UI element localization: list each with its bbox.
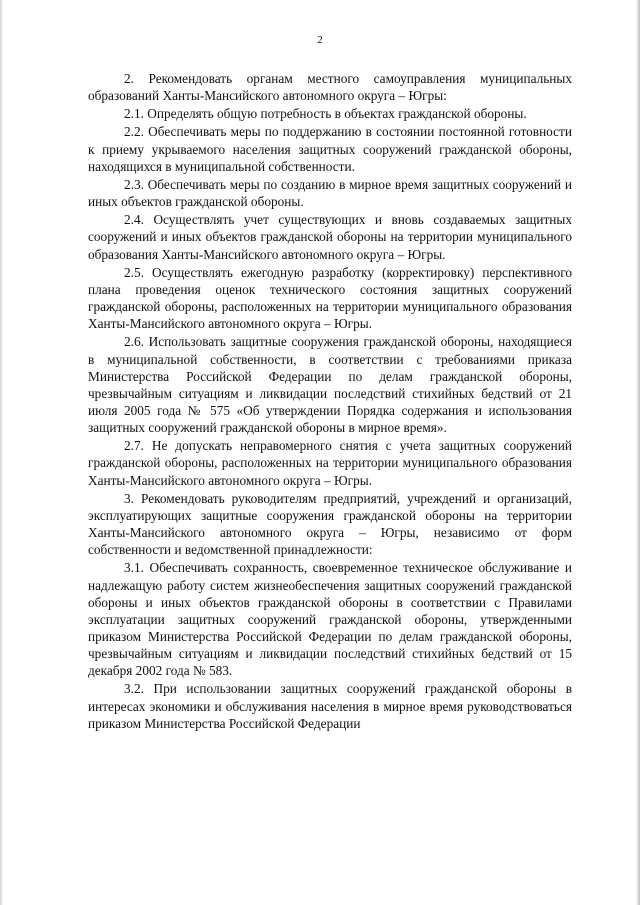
paragraph-2-5: 2.5. Осуществлять ежегодную разработку (корректировку) перспективного плана проведения оценок технического состояния защитных сооружений гражданской обороны, расположенных на территории муниципального образования Ханты-Мансийского автономного округа – Югры. <box>88 264 572 332</box>
paragraph-3: 3. Рекомендовать руководителям предприятий, учреждений и организаций, эксплуатирующих защитные сооружения гражданской обороны на территории Ханты-Мансийского автономного округа – Югры, независимо от форм собственности и ведомственной принадлежности: <box>88 490 572 558</box>
paragraph-2-7: 2.7. Не допускать неправомерного снятия с учета защитных сооружений гражданской обороны, расположенных на территории муниципального образования Ханты-Мансийского автономного округа – Югры. <box>88 438 572 488</box>
paragraph-3-2: 3.2. При использовании защитных сооружений гражданской обороны в интересах экономики и обслуживания населения в мирное время руководствоваться приказом Министерства Российской Федерации <box>88 681 572 731</box>
paragraph-2: 2. Рекомендовать органам местного самоуправления муниципальных образований Ханты-Мансийского автономного округа – Югры: <box>88 71 572 104</box>
paragraph-3-1: 3.1. Обеспечивать сохранность, своевременное техническое обслуживание и надлежащую работу систем жизнеобеспечения защитных сооружений гражданской обороны и иных объектов гражданской обороны в соответствии с Правилами эксплуатации защитных сооружений гражданской обороны, утвержденными приказом Министерства Российской Федерации по делам гражданской обороны, чрезвычайным ситуациям и ликвидации последствий стихийных бедствий от 15 декабря 2002 года № 583. <box>88 560 572 679</box>
paragraph-2-2: 2.2. Обеспечивать меры по поддержанию в состоянии постоянной готовности к приему укрываемого населения защитных сооружений гражданской обороны, находящихся в муниципальной собственности. <box>88 124 572 174</box>
paragraph-2-3: 2.3. Обеспечивать меры по созданию в мирное время защитных сооружений и иных объектов гражданской обороны. <box>88 176 572 210</box>
document-body <box>88 70 572 733</box>
paragraph-2-1: 2.1. Определять общую потребность в объектах гражданской обороны. <box>124 106 527 122</box>
page-number: 2 <box>317 34 323 46</box>
paragraph-2-4: 2.4. Осуществлять учет существующих и вновь создаваемых защитных сооружений и иных объектов гражданской обороны на территории муниципального образования Ханты-Мансийского автономного округа – Югры. <box>88 212 572 262</box>
scan-edge-left <box>0 0 3 905</box>
paragraph-2-6: 2.6. Использовать защитные сооружения гражданской обороны, находящиеся в муниципальной собственности, в соответствии с требованиями приказа Министерства Российской Федерации по делам гражданской обороны, чрезвычайным ситуациям и ликвидации последствий стихийных бедствий от 21 июля 2005 года № 575 «Об утверждении Порядка содержания и использования защитных сооружений гражданской обороны в мирное время». <box>88 334 572 436</box>
scan-edge-right <box>636 0 640 905</box>
